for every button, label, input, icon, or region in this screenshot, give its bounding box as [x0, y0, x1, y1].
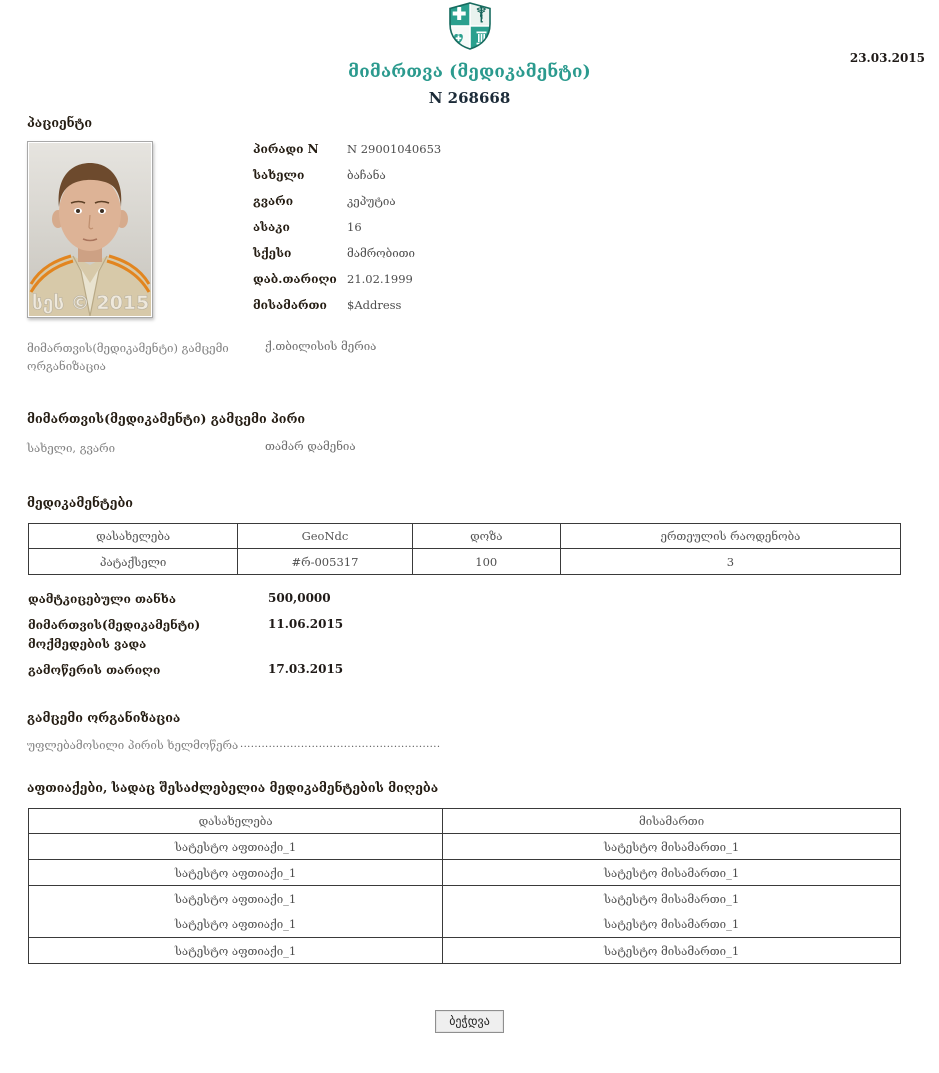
issuer-person-value: თამარ დამენია	[265, 439, 356, 453]
medications-header-row	[29, 524, 901, 549]
pharmacy-address: სატესტო მისამართი_1	[443, 886, 901, 912]
signature-row	[27, 738, 939, 752]
field-value: N 29001040653	[347, 142, 442, 156]
page-title: მიმართვა (მედიკამენტი)	[348, 62, 591, 82]
medication-unit-count: 3	[560, 549, 900, 575]
field-label: პირადი N	[253, 142, 319, 156]
medication-dose: 100	[412, 549, 560, 575]
field-address	[253, 298, 441, 324]
pharmacy-row	[29, 886, 901, 912]
field-label: მისამართი	[253, 298, 327, 312]
col-header-geondc: GeoNdc	[238, 524, 412, 549]
col-header-name: დასახელება	[29, 524, 238, 549]
field-last-name	[253, 194, 441, 220]
patient-photo	[27, 141, 153, 318]
pharmacy-row	[29, 938, 901, 964]
issuer-person-label: სახელი, გვარი	[27, 441, 116, 455]
detail-label: გამოწერის თარიღი	[28, 663, 161, 677]
pharmacy-address: სატესტო მისამართი_1	[443, 938, 901, 964]
field-value: $Address	[347, 298, 402, 312]
pharmacies-table	[28, 808, 901, 964]
detail-label: დამტკიცებული თანხა	[28, 592, 176, 606]
field-first-name	[253, 168, 441, 194]
field-personal-number	[253, 142, 441, 168]
photo-watermark: სეს © 2015	[32, 292, 150, 314]
field-value: ბაჩანა	[347, 168, 386, 182]
pharmacies-section-title: აფთიაქები, სადაც შესაძლებელია მედიკამენტების მიღება	[27, 780, 439, 795]
medication-row	[29, 549, 901, 575]
field-value: კეპუტია	[347, 194, 396, 208]
field-label: გვარი	[253, 194, 294, 208]
validity-period-row	[28, 616, 939, 654]
field-label: სქესი	[253, 246, 292, 260]
field-value: მამრობითი	[347, 246, 415, 260]
col-header-unit-count: ერთეულის რაოდენობა	[560, 524, 900, 549]
field-label: დაბ.თარიღი	[253, 272, 337, 286]
pharmacy-name: სატესტო აფთიაქი_1	[29, 860, 443, 886]
issuer-org-row	[27, 339, 939, 375]
issuer-org-value: ქ.თბილისის მერია	[265, 339, 377, 353]
approved-amount-row	[28, 590, 939, 609]
pharmacy-address: სატესტო მისამართი_1	[443, 912, 901, 938]
pharmacy-address: სატესტო მისამართი_1	[443, 860, 901, 886]
patient-block	[27, 141, 939, 324]
medication-details	[28, 590, 939, 680]
signature-line: ........................................................	[240, 739, 441, 750]
pharmacy-name: სატესტო აფთიაქი_1	[29, 912, 443, 938]
document-date: 23.03.2015	[849, 51, 925, 65]
pharmacies-header-row	[29, 809, 901, 834]
health-ministry-shield-logo	[447, 2, 493, 53]
medications-table	[28, 523, 901, 575]
pharmacy-name: სატესტო აფთიაქი_1	[29, 938, 443, 964]
medication-name: პატაქსელი	[29, 549, 238, 575]
issuer-person-section-title: მიმართვის(მედიკამენტი) გამცემი პირი	[27, 411, 306, 426]
pharmacy-row	[29, 860, 901, 886]
detail-value: 11.06.2015	[268, 617, 344, 631]
patient-section-title: პაციენტი	[27, 115, 93, 130]
medication-geondc: #რ-005317	[238, 549, 412, 575]
pharmacy-row	[29, 834, 901, 860]
field-value: 16	[347, 220, 362, 234]
document-header	[0, 0, 939, 107]
col-header-pharmacy-address: მისამართი	[443, 809, 901, 834]
pharmacy-name: სატესტო აფთიაქი_1	[29, 886, 443, 912]
detail-value: 500,0000	[268, 591, 331, 605]
field-birth-date	[253, 272, 441, 298]
field-value: 21.02.1999	[347, 272, 413, 286]
issuing-org-section-title: გამცემი ორგანიზაცია	[27, 710, 181, 725]
field-age	[253, 220, 441, 246]
pharmacy-address: სატესტო მისამართი_1	[443, 834, 901, 860]
pharmacy-row	[29, 912, 901, 938]
detail-label: მიმართვის(მედიკამენტი) მოქმედების ვადა	[28, 618, 201, 651]
field-sex	[253, 246, 441, 272]
document-number: N 268668	[428, 89, 511, 107]
pharmacy-name: სატესტო აფთიაქი_1	[29, 834, 443, 860]
signature-label: უფლებამოსილი პირის ხელმოწერა	[27, 738, 239, 752]
issuer-org-label: მიმართვის(მედიკამენტი) გამცემი ორგანიზაცია	[27, 341, 229, 373]
col-header-dose: დოზა	[412, 524, 560, 549]
medications-section-title: მედიკამენტები	[27, 495, 133, 510]
field-label: ასაკი	[253, 220, 290, 234]
issuer-person-row	[27, 439, 939, 457]
detail-value: 17.03.2015	[268, 662, 344, 676]
issue-date-row	[28, 661, 939, 680]
patient-fields	[253, 141, 441, 324]
field-label: სახელი	[253, 168, 305, 182]
col-header-pharmacy-name: დასახელება	[29, 809, 443, 834]
print-button[interactable]: ბეჭდვა	[435, 1010, 504, 1033]
footer-actions	[0, 1010, 939, 1033]
